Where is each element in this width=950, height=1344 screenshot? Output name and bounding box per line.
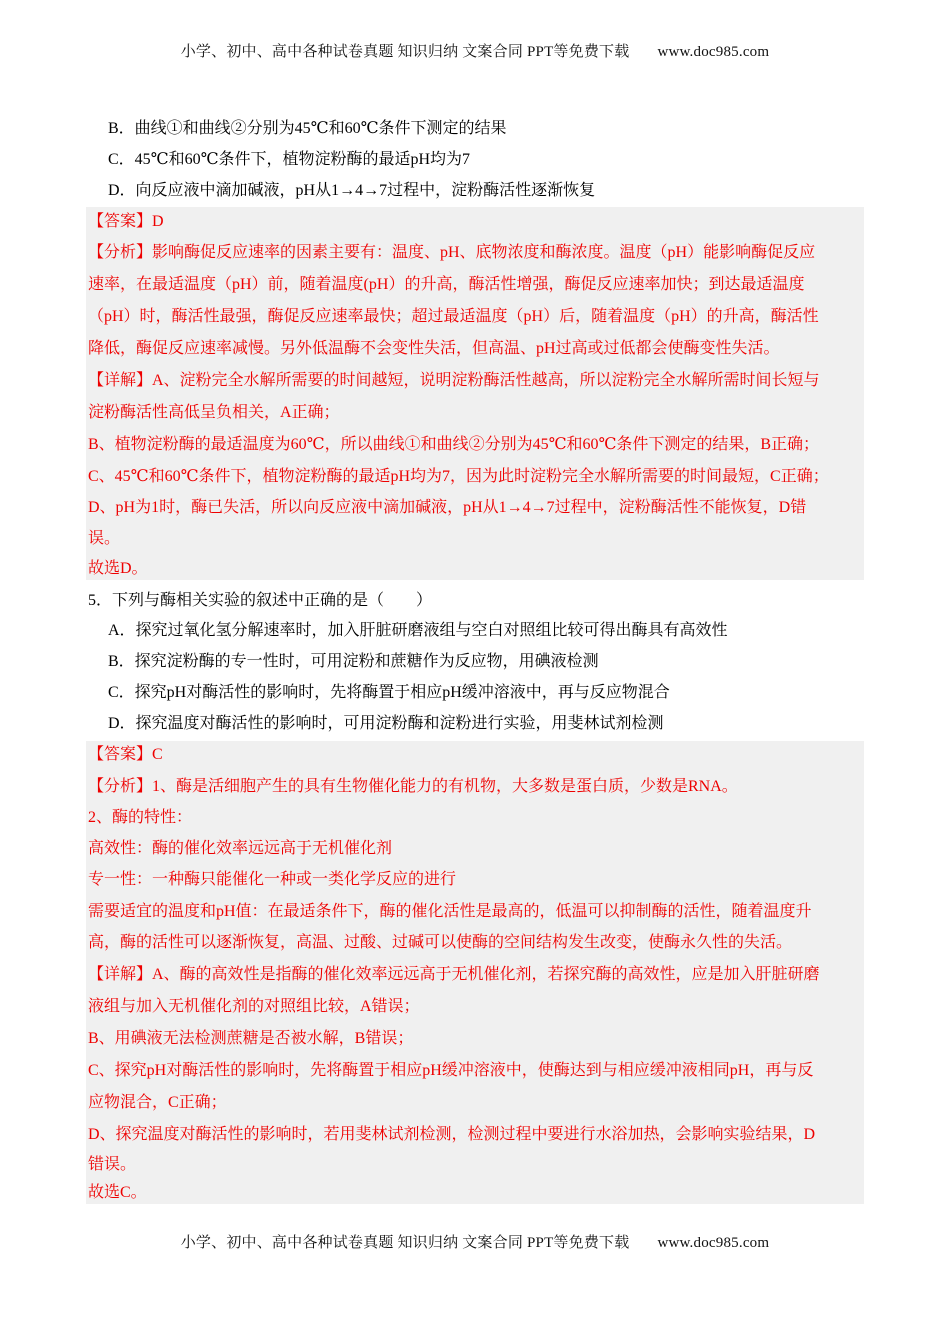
analysis-line: 高效性：酶的催化效率远远高于无机催化剂 bbox=[88, 840, 393, 857]
analysis-line: （pH）时，酶活性最强，酶促反应速率最快；超过最适温度（pH）后，随着温度（pH）的升高，酶活性 bbox=[88, 308, 819, 325]
explanation-line: 淀粉酶活性高低呈负相关，A正确； bbox=[88, 404, 340, 421]
analysis-line: 高，酶的活性可以逐渐恢复，高温、过酸、过碱可以使酶的空间结构发生改变，使酶永久性的失活。 bbox=[88, 934, 793, 951]
analysis-line: 降低，酶促反应速率减慢。另外低温酶不会变性失活，但高温、pH过高或过低都会使酶变性失活。 bbox=[88, 340, 780, 357]
explanation-line: 液组与加入无机催化剂的对照组比较，A错误； bbox=[88, 998, 420, 1015]
explanation-line: 【详解】A、淀粉完全水解所需要的时间越短，说明淀粉酶活性越高，所以淀粉完全水解所需时间长短与 bbox=[88, 372, 820, 389]
answer-box-q4 bbox=[86, 207, 864, 580]
answer-line: 【答案】C bbox=[88, 746, 163, 763]
explanation-line: B、用碘液无法检测蔗糖是否被水解，B错误； bbox=[88, 1030, 414, 1047]
answer-line: 【答案】D bbox=[88, 213, 164, 230]
q4-option-c: C．45℃和60℃条件下，植物淀粉酶的最适pH均为7 bbox=[108, 151, 471, 168]
analysis-line: 2、酶的特性： bbox=[88, 809, 193, 826]
footer-url[interactable]: www.doc985.com bbox=[657, 1235, 770, 1251]
page-header bbox=[0, 40, 950, 61]
analysis-line: 专一性：一种酶只能催化一种或一类化学反应的进行 bbox=[88, 871, 457, 888]
q5-option-b: B．探究淀粉酶的专一性时，可用淀粉和蔗糖作为反应物，用碘液检测 bbox=[108, 653, 599, 670]
q5-option-d: D．探究温度对酶活性的影响时，可用淀粉酶和淀粉进行实验，用斐林试剂检测 bbox=[108, 715, 664, 732]
final-choice-line: 故选C。 bbox=[88, 1184, 147, 1201]
answer-box-q5 bbox=[86, 741, 864, 1204]
q5-option-c: C．探究pH对酶活性的影响时，先将酶置于相应pH缓冲溶液中，再与反应物混合 bbox=[108, 684, 670, 701]
footer-text: 小学、初中、高中各种试卷真题 知识归纳 文案合同 PPT等免费下载 bbox=[180, 1235, 630, 1251]
final-choice-line: 故选D。 bbox=[88, 560, 148, 577]
page-footer bbox=[0, 1231, 950, 1252]
explanation-line: 误。 bbox=[88, 530, 121, 547]
q5-stem: 5．下列与酶相关实验的叙述中正确的是（ ） bbox=[88, 592, 433, 609]
analysis-line: 【分析】1、酶是活细胞产生的具有生物催化能力的有机物，大多数是蛋白质，少数是RNA。 bbox=[88, 778, 738, 795]
explanation-line: C、45℃和60℃条件下，植物淀粉酶的最适pH均为7，因为此时淀粉完全水解所需要的时间最短，C正确； bbox=[88, 468, 829, 485]
explanation-line: B、植物淀粉酶的最适温度为60℃，所以曲线①和曲线②分别为45℃和60℃条件下测定的结果，B正确； bbox=[88, 436, 820, 453]
explanation-line: 应物混合，C正确； bbox=[88, 1094, 227, 1111]
header-text: 小学、初中、高中各种试卷真题 知识归纳 文案合同 PPT等免费下载 bbox=[180, 44, 630, 60]
analysis-line: 【分析】影响酶促反应速率的因素主要有：温度、pH、底物浓度和酶浓度。温度（pH）能影响酶促反应 bbox=[88, 244, 816, 261]
explanation-line: C、探究pH对酶活性的影响时，先将酶置于相应pH缓冲溶液中，使酶达到与相应缓冲液相同pH，再与反 bbox=[88, 1062, 814, 1079]
header-url[interactable]: www.doc985.com bbox=[657, 44, 770, 60]
explanation-line: 【详解】A、酶的高效性是指酶的催化效率远远高于无机催化剂，若探究酶的高效性，应是加入肝脏研磨 bbox=[88, 966, 820, 983]
q4-option-b: B．曲线①和曲线②分别为45℃和60℃条件下测定的结果 bbox=[108, 120, 507, 137]
analysis-line: 速率，在最适温度（pH）前，随着温度(pH）的升高，酶活性增强，酶促反应速率加快；到达最适温度 bbox=[88, 276, 805, 293]
q5-option-a: A．探究过氧化氢分解速率时，加入肝脏研磨液组与空白对照组比较可得出酶具有高效性 bbox=[108, 622, 728, 639]
q4-option-d: D．向反应液中滴加碱液，pH从1→4→7过程中，淀粉酶活性逐渐恢复 bbox=[108, 182, 596, 199]
explanation-line: D、pH为1时，酶已失活，所以向反应液中滴加碱液，pH从1→4→7过程中，淀粉酶活性不能恢复，D错 bbox=[88, 499, 807, 516]
explanation-line: 错误。 bbox=[88, 1156, 137, 1173]
explanation-line: D、探究温度对酶活性的影响时，若用斐林试剂检测，检测过程中要进行水浴加热，会影响实验结果，D bbox=[88, 1126, 816, 1143]
analysis-line: 需要适宜的温度和pH值：在最适条件下，酶的催化活性是最高的，低温可以抑制酶的活性，随着温度升 bbox=[88, 903, 812, 920]
